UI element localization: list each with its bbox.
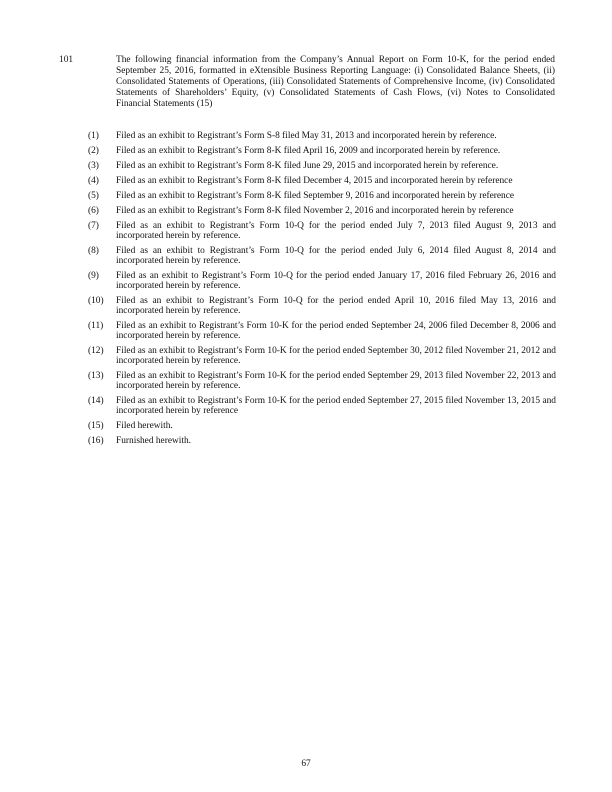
footnote-item: [88, 346, 556, 366]
footnote-text: Filed herewith.: [116, 421, 173, 431]
footnote-text: Filed as an exhibit to Registrant’s Form 8-K filed December 4, 2015 and incorporated herein by reference: [116, 176, 513, 186]
footnote-number: (1): [88, 131, 99, 141]
footnote-text: Filed as an exhibit to Registrant’s Form 8-K filed September 9, 2016 and incorporated herein by reference: [116, 191, 515, 201]
footnote-item: [88, 221, 556, 241]
footnote-item: [88, 246, 556, 266]
page-number: 67: [301, 759, 311, 769]
footnote-item: [88, 296, 556, 316]
footnote-text: Filed as an exhibit to Registrant’s Form 10-Q for the period ended July 7, 2013 filed August 9, 2013 and incorporated herein by reference.: [116, 221, 556, 241]
footnote-text: Filed as an exhibit to Registrant’s Form 10-Q for the period ended April 10, 2016 filed May 13, 2016 and incorporated herein by reference.: [116, 296, 556, 316]
footnote-number: (2): [88, 146, 99, 156]
footnote-number: (8): [88, 246, 99, 256]
footnote-item: [88, 371, 556, 391]
footnote-text: Filed as an exhibit to Registrant’s Form 10-K for the period ended September 24, 2006 filed December 8, 2006 and incorporated herein by reference.: [116, 321, 556, 341]
footnote-item: [88, 161, 556, 171]
footnote-number: (5): [88, 191, 99, 201]
footnote-number: (13): [88, 371, 104, 381]
footnote-number: (3): [88, 161, 99, 171]
footnote-text: Filed as an exhibit to Registrant’s Form 8-K filed June 29, 2015 and incorporated herein by reference.: [116, 161, 499, 171]
footnote-list: [88, 131, 556, 451]
footnote-text: Filed as an exhibit to Registrant’s Form 8-K filed April 16, 2009 and incorporated herein by reference.: [116, 146, 501, 156]
footnote-number: (16): [88, 436, 104, 446]
footnote-number: (9): [88, 271, 99, 281]
exhibit-row: [59, 55, 555, 110]
footnote-text: Furnished herewith.: [116, 436, 191, 446]
footnote-number: (12): [88, 346, 104, 356]
footnote-number: (14): [88, 396, 104, 406]
footnote-text: Filed as an exhibit to Registrant’s Form 10-K for the period ended September 29, 2013 filed November 22, 2013 and incorporated herein by reference.: [116, 371, 556, 391]
footnote-number: (4): [88, 176, 99, 186]
footnote-item: [88, 271, 556, 291]
footnote-number: (7): [88, 221, 99, 231]
footnote-item: [88, 206, 556, 216]
footnote-number: (15): [88, 421, 104, 431]
footnote-item: [88, 396, 556, 416]
footnote-text: Filed as an exhibit to Registrant’s Form 10-K for the period ended September 27, 2015 filed November 13, 2015 and incorporated herein by reference: [116, 396, 556, 416]
footnote-item: [88, 131, 556, 141]
footnote-item: [88, 436, 556, 446]
footnote-text: Filed as an exhibit to Registrant’s Form 10-Q for the period ended July 6, 2014 filed August 8, 2014 and incorporated herein by reference.: [116, 246, 556, 266]
footnote-item: [88, 421, 556, 431]
exhibit-number: 101: [59, 55, 74, 65]
exhibit-description: The following financial information from the Company’s Annual Report on Form 10-K, for the period ended September 25, 2016, formatted in eXtensible Business Reporting Language: (i) Consolidated Balance Sheets, (ii) Consolidated Statements of Operations, (iii) Consolidated Statements of Comprehensive Income, (iv) Consolidated Statements of Shareholders’ Equity, (v) Consolidated Statements of Cash Flows, (vi) Notes to Consolidated Financial Statements (15): [116, 55, 555, 109]
footnote-item: [88, 191, 556, 201]
footnote-text: Filed as an exhibit to Registrant’s Form 8-K filed November 2, 2016 and incorporated herein by reference: [116, 206, 514, 216]
footnote-number: (6): [88, 206, 99, 216]
footnote-text: Filed as an exhibit to Registrant’s Form 10-Q for the period ended January 17, 2016 filed February 26, 2016 and incorporated herein by reference.: [116, 271, 556, 291]
footnote-item: [88, 321, 556, 341]
footnote-item: [88, 146, 556, 156]
footnote-number: (11): [88, 321, 104, 331]
footnote-item: [88, 176, 556, 186]
footnote-text: Filed as an exhibit to Registrant’s Form 10-K for the period ended September 30, 2012 filed November 21, 2012 and incorporated herein by reference.: [116, 346, 556, 366]
footnote-text: Filed as an exhibit to Registrant’s Form S-8 filed May 31, 2013 and incorporated herein by reference.: [116, 131, 497, 141]
footnote-number: (10): [88, 296, 104, 306]
